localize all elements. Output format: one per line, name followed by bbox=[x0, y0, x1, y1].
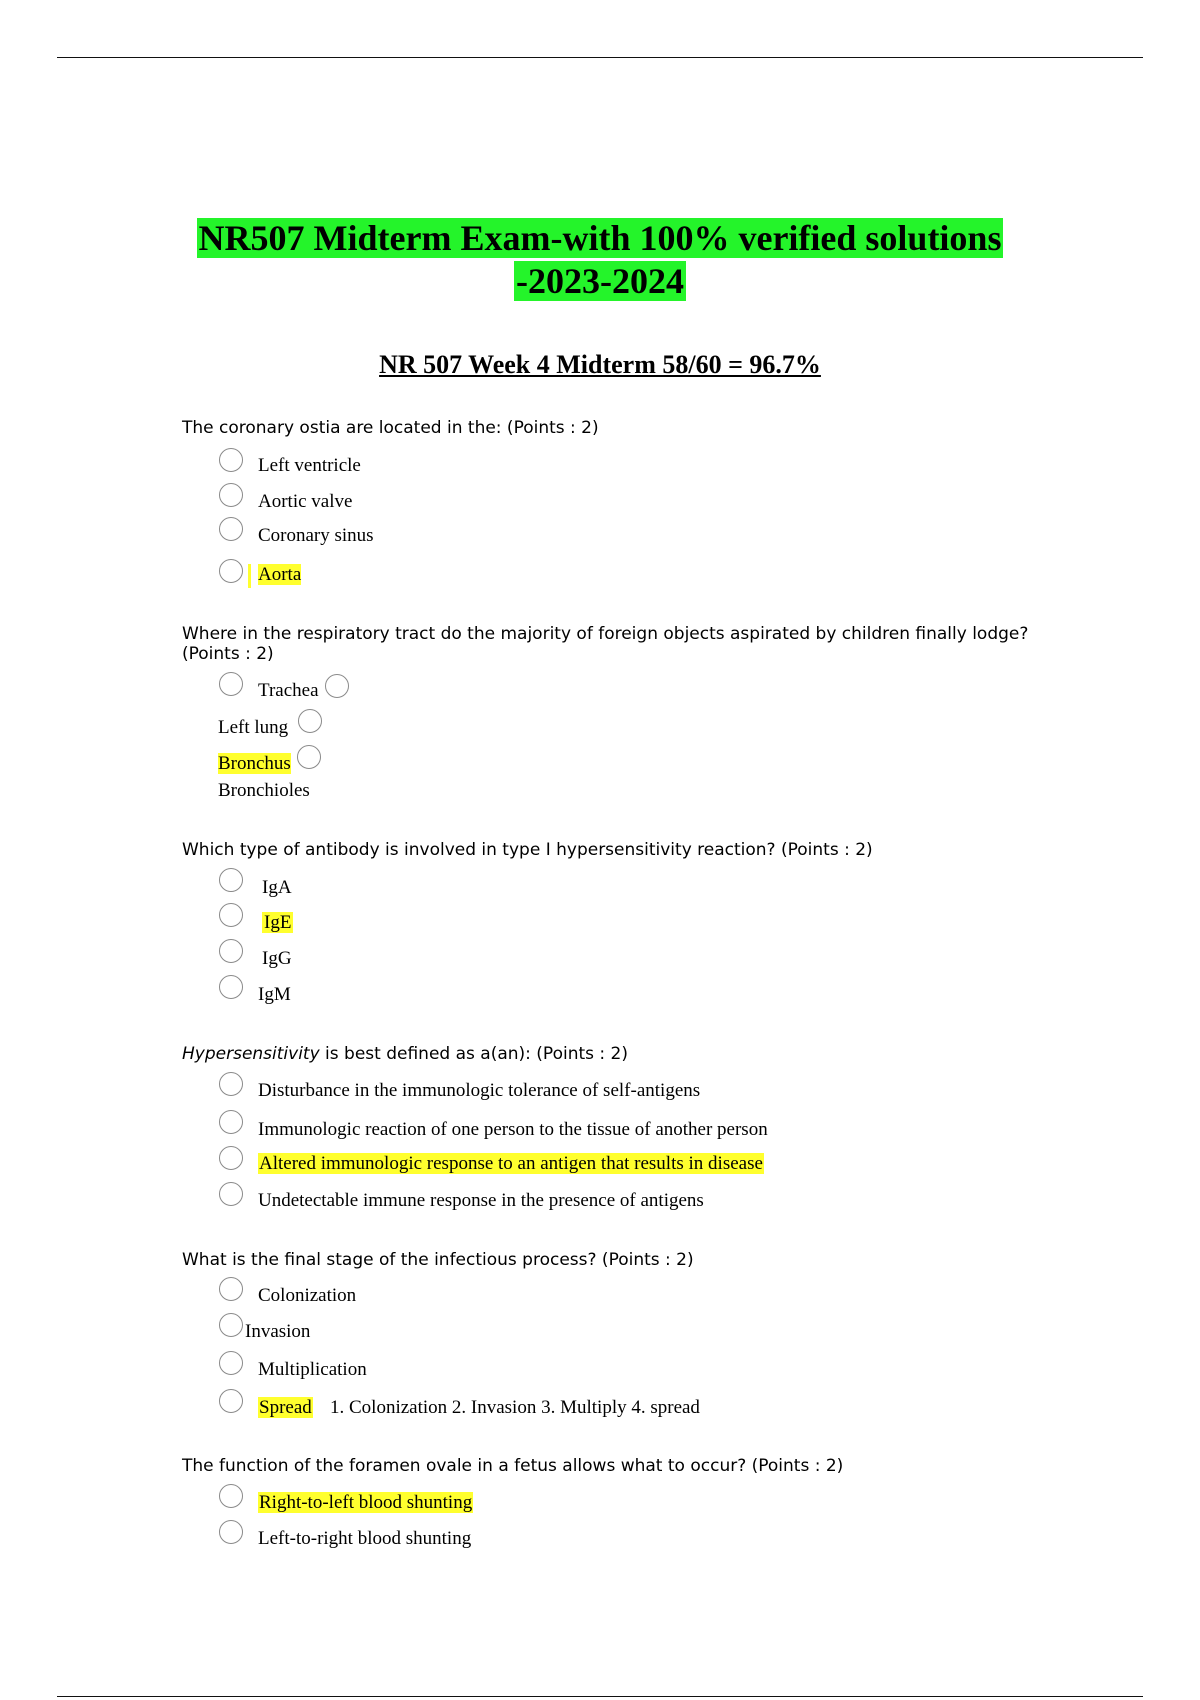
title-line-2: -2023-2024 bbox=[516, 261, 684, 301]
question-4-rest: is best defined as a(an): (Points : 2) bbox=[319, 1044, 628, 1064]
q3-option-2-radio[interactable] bbox=[219, 903, 243, 927]
q5-option-3-radio[interactable] bbox=[219, 1351, 243, 1375]
q5-answer-note: 1. Colonization 2. Invasion 3. Multiply 4. spread bbox=[330, 1397, 700, 1418]
q3-correct-answer: IgE bbox=[264, 912, 292, 933]
q4-option-2-label: Immunologic reaction of one person to the tissue of another person bbox=[258, 1119, 768, 1140]
question-4-emphasis: Hypersensitivity bbox=[182, 1044, 320, 1064]
q5-correct-answer: Spread bbox=[259, 1397, 312, 1418]
q2-option-2-label: Left lung bbox=[218, 717, 289, 738]
q2-option-1-label: Trachea bbox=[258, 680, 319, 701]
q1-option-2-label: Aortic valve bbox=[258, 491, 353, 512]
q4-option-3-label bbox=[258, 1153, 764, 1175]
answer-marker bbox=[248, 564, 251, 588]
q1-option-4-radio[interactable] bbox=[219, 559, 243, 583]
q4-correct-answer: Altered immunologic response to an antigen that results in disease bbox=[259, 1153, 763, 1174]
q4-option-1-label: Disturbance in the immunologic tolerance of self-antigens bbox=[258, 1080, 701, 1101]
q3-option-4-label: IgM bbox=[258, 984, 291, 1005]
document-title-line-2 bbox=[0, 259, 1200, 303]
question-3-text: Which type of antibody is involved in type I hypersensitivity reaction? (Points : 2) bbox=[182, 840, 873, 860]
q5-option-2-radio[interactable] bbox=[219, 1313, 243, 1337]
question-6-text: The function of the foramen ovale in a fetus allows what to occur? (Points : 2) bbox=[182, 1456, 844, 1476]
question-2-text: Where in the respiratory tract do the majority of foreign objects aspirated by children finally lodge? (Points : 2) bbox=[182, 624, 1029, 664]
q2-option-2-radio[interactable] bbox=[325, 674, 349, 698]
q6-option-2-radio[interactable] bbox=[219, 1520, 243, 1544]
q4-option-4-radio[interactable] bbox=[219, 1182, 243, 1206]
q2-option-3-radio[interactable] bbox=[298, 709, 322, 733]
q1-option-1-radio[interactable] bbox=[219, 448, 243, 472]
question-1-text: The coronary ostia are located in the: (Points : 2) bbox=[182, 418, 599, 438]
document-title bbox=[0, 216, 1200, 260]
q6-option-2-label: Left-to-right blood shunting bbox=[258, 1528, 472, 1549]
q5-option-1-label: Colonization bbox=[258, 1285, 357, 1306]
question-4-text bbox=[182, 1044, 628, 1064]
q1-option-4-label bbox=[258, 564, 301, 586]
q1-option-3-radio[interactable] bbox=[219, 517, 243, 541]
q4-option-2-radio[interactable] bbox=[219, 1110, 243, 1134]
title-line-1: NR507 Midterm Exam-with 100% verified solutions bbox=[198, 218, 1002, 258]
q1-correct-answer: Aorta bbox=[258, 564, 302, 585]
q4-option-3-radio[interactable] bbox=[219, 1146, 243, 1170]
q5-option-1-radio[interactable] bbox=[219, 1277, 243, 1301]
q3-option-1-radio[interactable] bbox=[219, 868, 243, 892]
q5-option-4-radio[interactable] bbox=[219, 1389, 243, 1413]
top-divider bbox=[57, 57, 1143, 58]
q5-option-2-label: Invasion bbox=[245, 1321, 311, 1342]
q6-option-1-label bbox=[258, 1492, 473, 1514]
q1-option-2-radio[interactable] bbox=[219, 483, 243, 507]
q2-option-4-label: Bronchioles bbox=[218, 780, 310, 801]
q3-option-2-label bbox=[262, 912, 293, 934]
q3-option-3-label: IgG bbox=[262, 948, 292, 969]
q3-option-3-radio[interactable] bbox=[219, 939, 243, 963]
q3-option-1-label: IgA bbox=[262, 877, 292, 898]
question-5-text: What is the final stage of the infectious process? (Points : 2) bbox=[182, 1250, 694, 1270]
q6-correct-answer: Right-to-left blood shunting bbox=[259, 1492, 473, 1513]
q2-option-4-radio[interactable] bbox=[297, 745, 321, 769]
q2-option-1-radio[interactable] bbox=[219, 672, 243, 696]
q4-option-4-label: Undetectable immune response in the presence of antigens bbox=[258, 1190, 704, 1211]
q1-option-3-label: Coronary sinus bbox=[258, 525, 374, 546]
bottom-divider bbox=[57, 1696, 1143, 1697]
q5-option-3-label: Multiplication bbox=[258, 1359, 367, 1380]
q2-option-3-label bbox=[218, 753, 291, 775]
q5-option-4-label bbox=[258, 1397, 313, 1419]
q1-option-1-label: Left ventricle bbox=[258, 455, 361, 476]
exam-score-heading: NR 507 Week 4 Midterm 58/60 = 96.7% bbox=[379, 350, 821, 379]
q4-option-1-radio[interactable] bbox=[219, 1072, 243, 1096]
q6-option-1-radio[interactable] bbox=[219, 1484, 243, 1508]
q2-correct-answer: Bronchus bbox=[218, 753, 291, 774]
q3-option-4-radio[interactable] bbox=[219, 975, 243, 999]
